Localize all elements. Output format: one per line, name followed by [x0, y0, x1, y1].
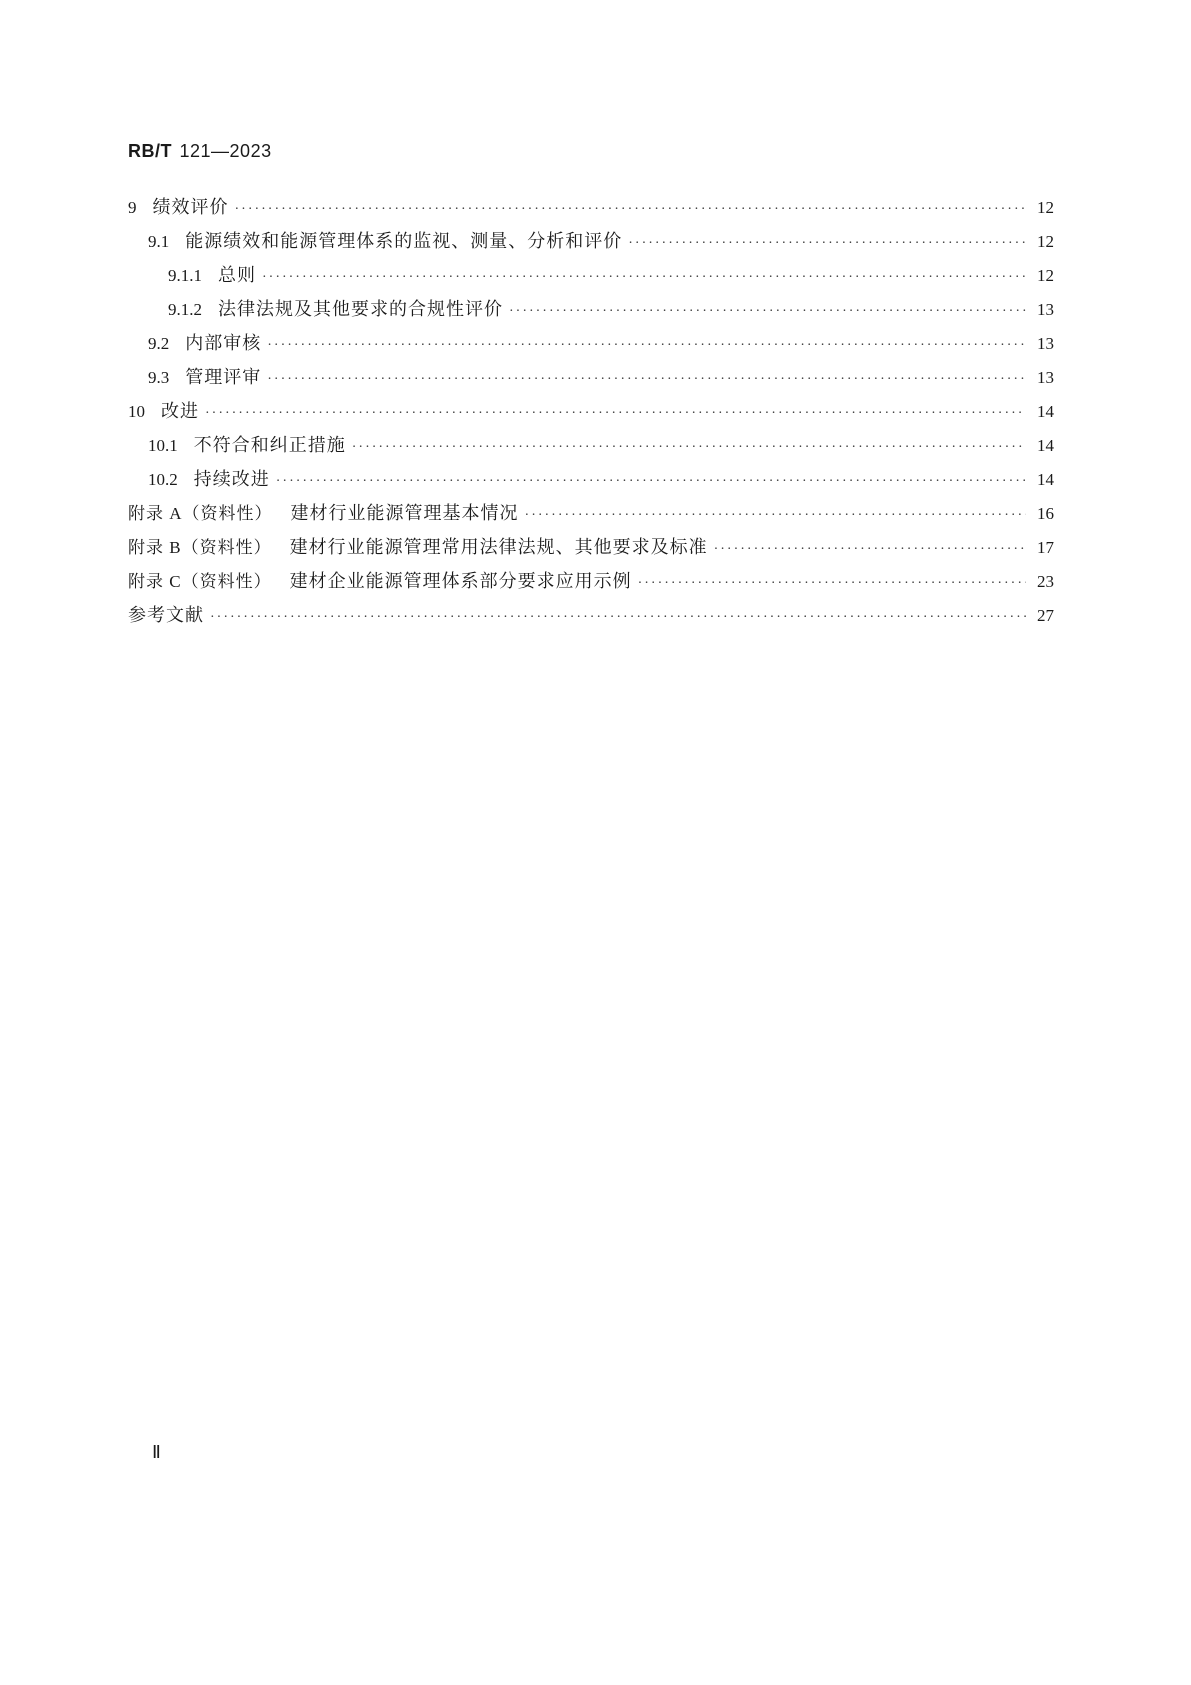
toc-entry-title: 内部审核 [185, 333, 262, 354]
dot-leader [267, 366, 1026, 394]
toc-entry-page: 14 [1037, 402, 1054, 421]
toc-entry-title: 建材行业能源管理基本情况 [290, 503, 519, 524]
toc-entry-number: 9.3 [148, 368, 170, 387]
dot-leader [235, 196, 1027, 224]
toc-entry-appendix-b[interactable] [128, 534, 1054, 562]
toc-entry-number: 9.1.2 [168, 300, 202, 319]
dot-leader [714, 536, 1026, 564]
dot-leader [205, 400, 1026, 428]
toc-entry-page: 13 [1037, 334, 1054, 353]
toc-entry-appendix-a[interactable] [128, 500, 1054, 528]
dot-leader [638, 570, 1026, 598]
toc-entry-9-1-2[interactable] [128, 296, 1054, 324]
toc-entry-number: 9.1 [148, 232, 170, 251]
standard-number: 121—2023 [179, 141, 272, 161]
dot-leader [262, 264, 1026, 292]
toc-entry-9-1-1[interactable] [128, 262, 1054, 290]
toc-entry-page: 14 [1037, 470, 1054, 489]
toc-entry-page: 23 [1037, 572, 1054, 591]
dot-leader [509, 298, 1026, 326]
toc-entry-title: 参考文献 [128, 605, 204, 626]
toc-entry-number: 附录 B（资料性） [128, 538, 272, 557]
toc-entry-number: 附录 C（资料性） [128, 572, 272, 591]
toc-entry-page: 27 [1037, 606, 1054, 625]
toc-entry-10-1[interactable] [128, 432, 1054, 460]
toc-entry-title: 建材行业能源管理常用法律法规、其他要求及标准 [289, 537, 708, 558]
toc-entry-9-3[interactable] [128, 364, 1054, 392]
dot-leader [210, 604, 1026, 632]
toc-entry-number: 9 [128, 198, 137, 217]
toc-entry-page: 14 [1037, 436, 1054, 455]
toc-entry-title: 法律法规及其他要求的合规性评价 [218, 299, 503, 320]
toc-entry-title: 持续改进 [193, 469, 270, 490]
toc-entry-page: 12 [1037, 232, 1054, 251]
dot-leader [276, 468, 1026, 496]
toc-entry-page: 17 [1037, 538, 1054, 557]
toc-entry-title: 能源绩效和能源管理体系的监视、测量、分析和评价 [185, 231, 623, 252]
toc-entry-title: 改进 [161, 401, 199, 422]
toc-entry-title: 不符合和纠正措施 [193, 435, 346, 456]
toc-entry-appendix-c[interactable] [128, 568, 1054, 596]
toc-entry-bibliography[interactable] [128, 602, 1054, 630]
toc-entry-page: 13 [1037, 300, 1054, 319]
toc-entry-number: 10.2 [148, 470, 178, 489]
dot-leader [267, 332, 1026, 360]
toc-entry-10[interactable] [128, 398, 1054, 426]
toc-entry-9[interactable] [128, 194, 1054, 222]
toc-entry-number: 10.1 [148, 436, 178, 455]
toc-entry-page: 13 [1037, 368, 1054, 387]
toc-entry-9-2[interactable] [128, 330, 1054, 358]
toc-entry-title: 建材企业能源管理体系部分要求应用示例 [289, 571, 632, 592]
toc-entry-number: 10 [128, 402, 145, 421]
toc-entry-number: 9.2 [148, 334, 170, 353]
standard-number-header [128, 141, 272, 162]
toc-entry-page: 16 [1037, 504, 1054, 523]
toc-entry-number: 附录 A（资料性） [128, 504, 273, 523]
page-number-footer: Ⅱ [152, 1442, 161, 1462]
toc-entry-title: 管理评审 [185, 367, 262, 388]
toc-entry-number: 9.1.1 [168, 266, 202, 285]
dot-leader [352, 434, 1026, 462]
dot-leader [628, 230, 1026, 258]
toc-entry-title: 总则 [218, 265, 256, 286]
toc-entry-10-2[interactable] [128, 466, 1054, 494]
standard-prefix: RB/T [128, 141, 172, 161]
toc-entry-page: 12 [1037, 198, 1054, 217]
dot-leader [525, 502, 1026, 530]
toc-entry-9-1[interactable] [128, 228, 1054, 256]
toc-entry-page: 12 [1037, 266, 1054, 285]
toc-entry-title: 绩效评价 [152, 197, 229, 218]
